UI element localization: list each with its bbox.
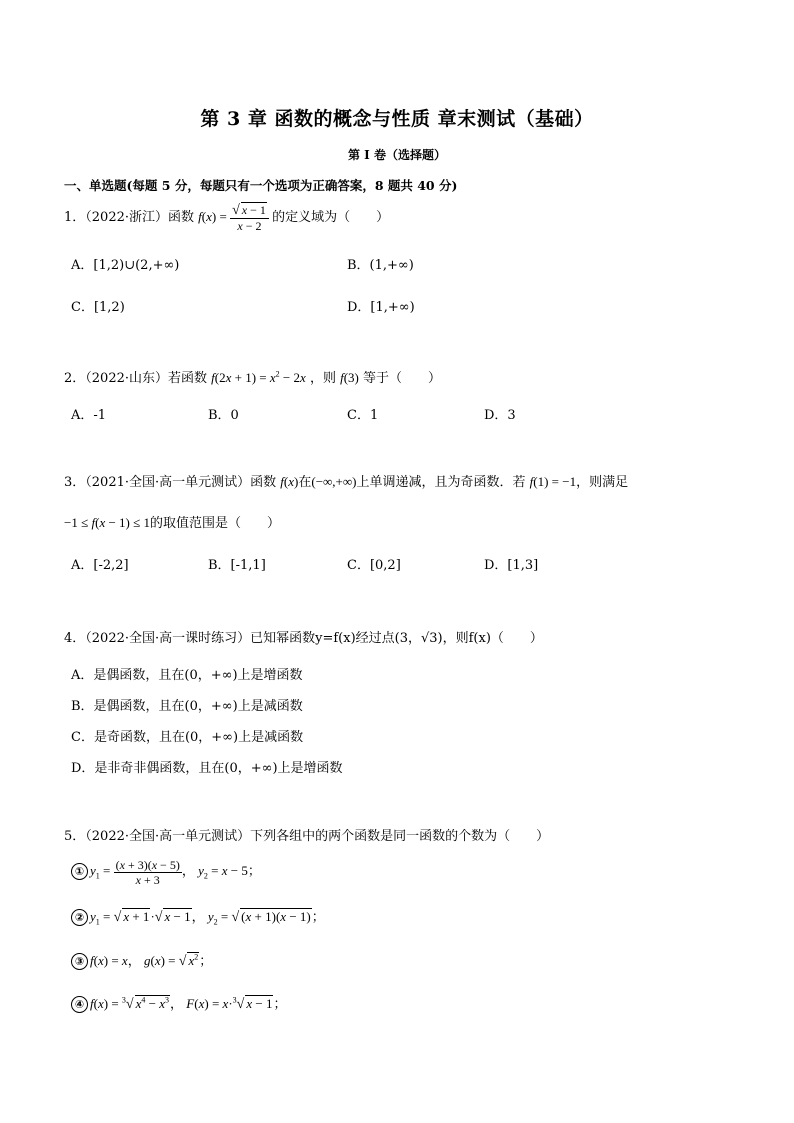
question-4: 4．（2022·全国·高一课时练习）已知幂函数y=f(x)经过点(3，√3)，则f(x)（ ） bbox=[64, 631, 543, 646]
question-2 bbox=[64, 367, 441, 386]
question-3-prefix: 3．（2021·全国·高一单元测试）函数 bbox=[64, 475, 277, 490]
question-3-mid3: ，则满足 bbox=[576, 475, 629, 490]
question-1-prefix: 1．（2022·浙江）函数 bbox=[64, 209, 194, 225]
q1-option-a: A．[1,2)∪(2,+∞) bbox=[71, 258, 180, 273]
question-3-fx: f(x) bbox=[280, 474, 299, 489]
question-1 bbox=[64, 203, 389, 233]
q2-option-d: D．3 bbox=[484, 408, 516, 423]
q1-option-b: B．(1,+∞) bbox=[347, 258, 414, 273]
q2-option-a: A．-1 bbox=[71, 408, 107, 423]
question-3-line2-suffix: 的取值范围是（ ） bbox=[150, 516, 281, 531]
question-3-interval: (−∞,+∞) bbox=[311, 474, 357, 489]
question-1-formula: f(x) = $\frac{√ x - 1}{x - 2}$ bbox=[198, 209, 272, 224]
question-2-target: f(3) bbox=[340, 370, 359, 385]
question-5: 5．（2022·全国·高一单元测试）下列各组中的两个函数是同一函数的个数为（ ） bbox=[64, 829, 550, 844]
q3-option-c: C．[0,2] bbox=[347, 558, 401, 573]
circled-number-4: ④ bbox=[71, 996, 88, 1013]
q4-option-b: B．是偶函数，且在(0，+∞)上是减函数 bbox=[71, 699, 303, 714]
question-3-line-2 bbox=[64, 512, 280, 531]
question-3-line-1 bbox=[64, 471, 628, 490]
q5-item-1: ① $y_1$ = $\frac{(x + 3)(x - 5)}{x + 3}$ ， $y_2 = x - 5$； bbox=[71, 858, 261, 887]
circled-number-1: ① bbox=[71, 863, 88, 880]
section-heading: 一、单选题(每题 5 分，每题只有一个选项为正确答案，8 题共 40 分) bbox=[64, 178, 458, 193]
question-3-mid2: 上单调递减，且为奇函数．若 bbox=[356, 475, 526, 490]
q4-option-d: D．是非奇非偶函数，且在(0，+∞)上是增函数 bbox=[71, 761, 343, 776]
q3-option-d: D．[1,3] bbox=[484, 558, 539, 573]
q1-option-c: C．[1,2) bbox=[71, 300, 125, 315]
q2-option-b: B．0 bbox=[208, 408, 239, 423]
q5-item-2: ② $y_1$ = √ x + 1·√ x − 1， $y_2$ = √ (x + 1)(x − 1)； bbox=[71, 906, 325, 927]
q5-item-4: ④ f(x) = $^3$√ $x^4 - x^3$， F(x) = x·$^3$√ x − 1； bbox=[71, 993, 286, 1013]
question-2-suffix: 等于（ ） bbox=[363, 371, 442, 386]
q3-option-a: A．[-2,2] bbox=[71, 558, 129, 573]
page-subtitle: 第 I 卷（选择题） bbox=[348, 148, 446, 162]
question-3-condition: f(1) = −1 bbox=[529, 474, 577, 489]
q1-option-d: D．[1,+∞) bbox=[347, 300, 415, 315]
q2-option-c: C．1 bbox=[347, 408, 379, 423]
q3-option-b: B．[-1,1] bbox=[208, 558, 266, 573]
question-2-mid: ，则 bbox=[309, 371, 336, 386]
question-2-prefix: 2．（2022·山东）若函数 bbox=[64, 371, 207, 386]
question-2-formula: $f(2x + 1) = x^2 - 2x$ bbox=[211, 369, 306, 385]
question-3-mid1: 在 bbox=[298, 475, 312, 490]
q4-option-a: A．是偶函数，且在(0，+∞)上是增函数 bbox=[71, 668, 303, 683]
q5-item-3: ③ f(x) = x， g(x) = √ $x^2$； bbox=[71, 950, 212, 970]
page-title: 第 3 章 函数的概念与性质 章末测试（基础） bbox=[200, 108, 594, 130]
q4-option-c: C．是奇函数，且在(0，+∞)上是减函数 bbox=[71, 730, 304, 745]
circled-number-3: ③ bbox=[71, 953, 88, 970]
question-1-suffix: 的定义域为（ ） bbox=[272, 209, 390, 225]
circled-number-2: ② bbox=[71, 909, 88, 926]
question-3-inequality: −1 ≤ f(x − 1) ≤ 1 bbox=[64, 515, 151, 530]
